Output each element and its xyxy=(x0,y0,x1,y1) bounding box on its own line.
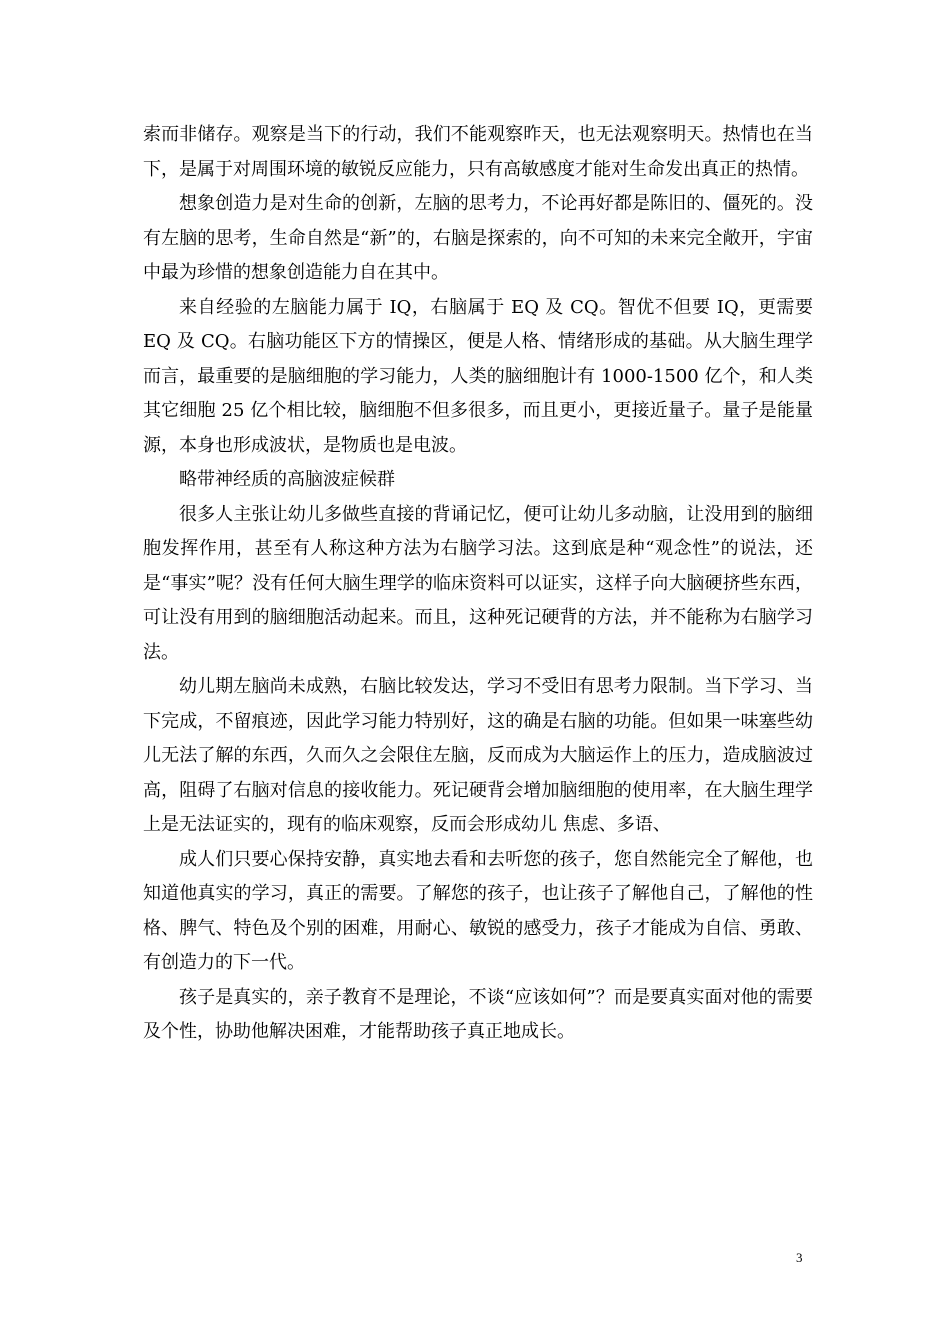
paragraph-early-childhood: 幼儿期左脑尚未成熟，右脑比较发达，学习不受旧有思考力限制。当下学习、当下完成，不留痕迹，因此学习能力特别好，这的确是右脑的功能。但如果一味塞些幼儿无法了解的东西，久而久之会限住左脑，反而成为大脑运作上的压力，造成脑波过高，阻碍了右脑对信息的接收能力。死记硬背会增加脑细胞的使用率，在大脑生理学上是无法证实的，现有的临床观察，反而会形成幼儿 焦虑、多语、 xyxy=(143,676,813,835)
paragraph-parenting: 孩子是真实的，亲子教育不是理论，不谈“应该如何”？而是要真实面对他的需要及个性，协助他解决困难，才能帮助孩子真正地成长。 xyxy=(143,986,813,1042)
body-text xyxy=(143,118,813,1050)
paragraph-memorization: 很多人主张让幼儿多做些直接的背诵记忆，便可让幼儿多动脑，让没用到的脑细胞发挥作用，甚至有人称这种方法为右脑学习法。这到底是种“观念性”的说法，还是“事实”呢？没有任何大脑生理学的临床资料可以证实，这样子向大脑硬挤些东西，可让没有用到的脑细胞活动起来。而且，这种死记硬背的方法，并不能称为右脑学习法。 xyxy=(143,503,813,663)
paragraph-understanding-child: 成人们只要心保持安静，真实地去看和去听您的孩子，您自然能完全了解他，也知道他真实的学习，真正的需要。了解您的孩子，也让孩子了解他自己，了解他的性格、脾气、特色及个别的困难，用耐心、敏锐的感受力，孩子才能成为自信、勇敢、有创造力的下一代。 xyxy=(143,848,813,973)
section-heading: 略带神经质的高脑波症候群 xyxy=(179,469,395,490)
page-number: 3 xyxy=(796,1250,803,1265)
paragraph-imagination: 想象创造力是对生命的创新，左脑的思考力，不论再好都是陈旧的、僵死的。没有左脑的思考，生命自然是“新”的，右脑是探索的，向不可知的未来完全敞开，宇宙中最为珍惜的想象创造能力自在其中。 xyxy=(143,193,813,283)
paragraph-iq-eq-cq: 来自经验的左脑能力属于 IQ，右脑属于 EQ 及 CQ。智优不但要 IQ，更需要 EQ 及 CQ。右脑功能区下方的情操区，便是人格、情绪形成的基础。从大脑生理学而言，最重要的是脑细胞的学习能力，人类的脑细胞计有 1000-1500 亿个，和人类其它细胞 25 亿个相比较，脑细胞不但多很多，而且更小，更接近量子。量子是能量源，本身也形成波状，是物质也是电波。 xyxy=(143,296,813,456)
paragraph-observation: 索而非储存。观察是当下的行动，我们不能观察昨天，也无法观察明天。热情也在当下，是属于对周围环境的敏锐反应能力，只有高敏感度才能对生命发出真正的热情。 xyxy=(143,124,813,180)
